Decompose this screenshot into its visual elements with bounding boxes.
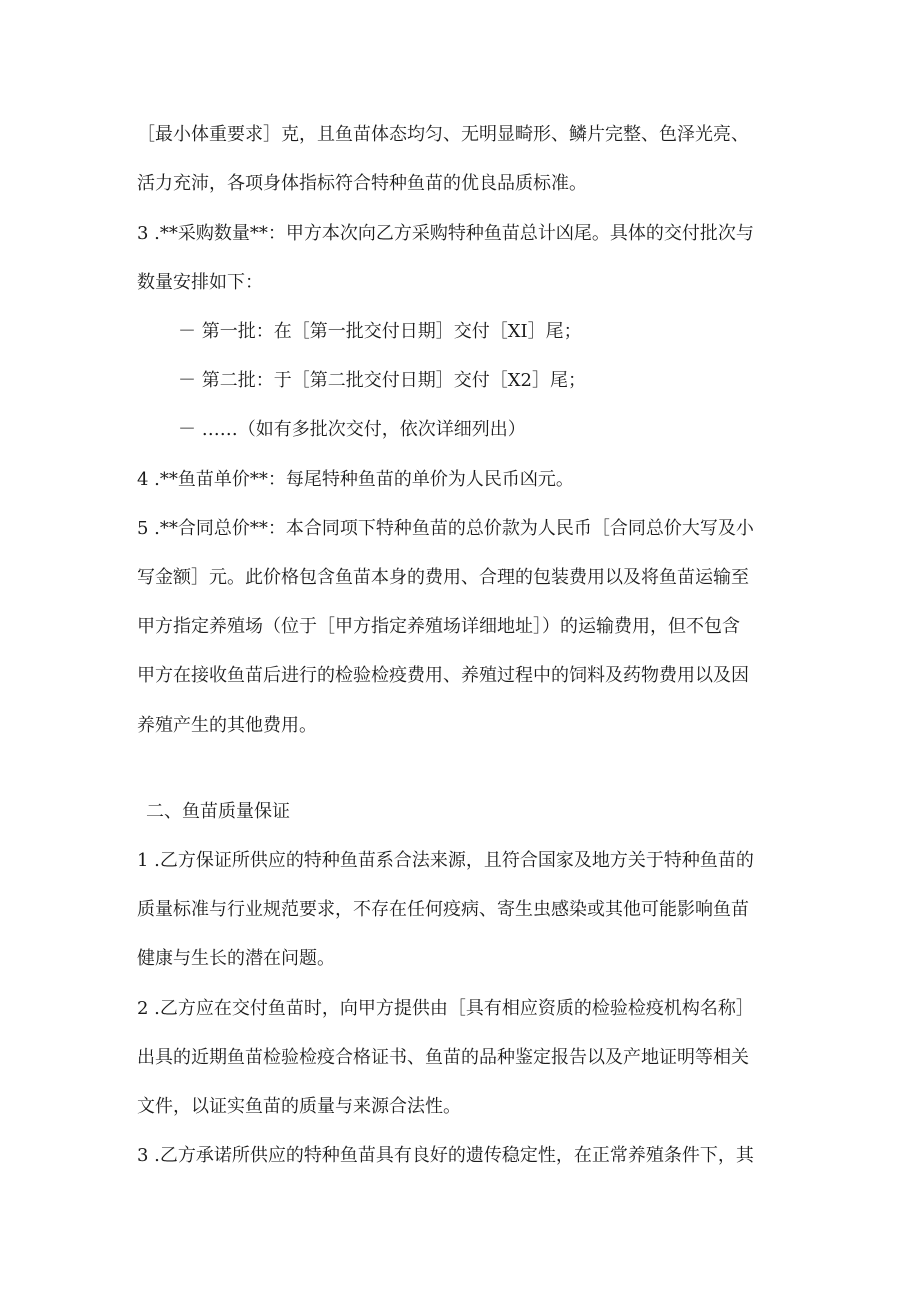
list-item-3-line: 3 .乙方承诺所供应的特种鱼苗具有良好的遗传稳定性，在正常养殖条件下，其 <box>137 1145 754 1166</box>
paragraph-line: 写金额］元。此价格包含鱼苗本身的费用、合理的包装费用以及将鱼苗运输至 <box>137 567 749 588</box>
section-heading: 二、鱼苗质量保证 <box>146 801 290 822</box>
sub-list-item: － 第二批：于［第二批交付日期］交付［X2］尾； <box>178 370 586 391</box>
paragraph-line: 文件，以证实鱼苗的质量与来源合法性。 <box>137 1096 461 1117</box>
list-item-5-line: 5 .**合同总价**：本合同项下特种鱼苗的总价款为人民币［合同总价大写及小 <box>137 518 754 539</box>
list-item-2-line: 2 .乙方应在交付鱼苗时，向甲方提供由［具有相应资质的检验检疫机构名称］ <box>137 998 754 1019</box>
paragraph-line: 活力充沛，各项身体指标符合特种鱼苗的优良品质标准。 <box>137 173 587 194</box>
sub-list-item: － ……（如有多批次交付，依次详细列出） <box>178 419 526 440</box>
paragraph-line: 甲方在接收鱼苗后进行的检验检疫费用、养殖过程中的饲料及药物费用以及因 <box>137 665 749 686</box>
list-item-1-line: 1 .乙方保证所供应的特种鱼苗系合法来源，且符合国家及地方关于特种鱼苗的 <box>137 850 754 871</box>
list-item-4-line: 4 .**鱼苗单价**：每尾特种鱼苗的单价为人民币凶元。 <box>137 469 574 490</box>
list-item-3-line: 3 .**采购数量**：甲方本次向乙方采购特种鱼苗总计凶尾。具体的交付批次与 <box>137 223 754 244</box>
sub-list-item: － 第一批：在［第一批交付日期］交付［XI］尾； <box>178 321 582 342</box>
paragraph-line: 质量标准与行业规范要求，不存在任何疫病、寄生虫感染或其他可能影响鱼苗 <box>137 899 749 920</box>
paragraph-line: 出具的近期鱼苗检验检疫合格证书、鱼苗的品种鉴定报告以及产地证明等相关 <box>137 1047 749 1068</box>
paragraph-line: ［最小体重要求］克，且鱼苗体态均匀、无明显畸形、鳞片完整、色泽光亮、 <box>137 124 749 145</box>
paragraph-line: 养殖产生的其他费用。 <box>137 715 317 736</box>
paragraph-line: 健康与生长的潜在问题。 <box>137 948 335 969</box>
paragraph-line: 甲方指定养殖场（位于［甲方指定养殖场详细地址］）的运输费用，但不包含 <box>137 616 740 637</box>
paragraph-line: 数量安排如下： <box>137 272 263 293</box>
